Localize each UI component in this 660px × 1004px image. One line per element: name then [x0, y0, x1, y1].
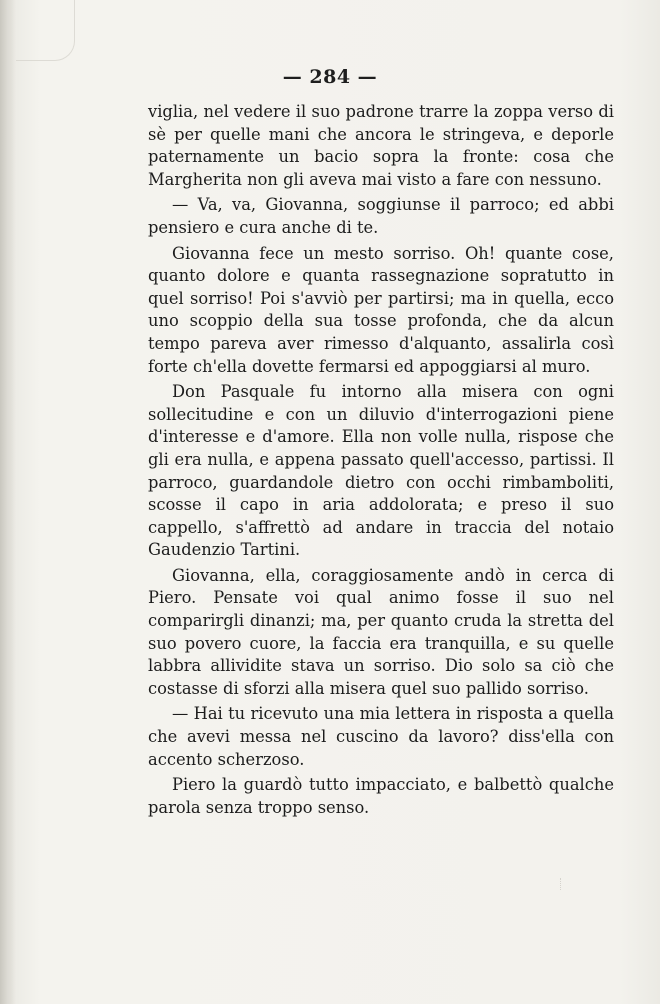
- paragraph-5: Giovanna, ella, coraggiosamente andò in cerca di Piero. Pensate voi qual animo fosse il suo nel comparirgli dinanzi; ma, per quanto cruda la stretta del suo povero cuore, la faccia era tranquilla, e su quelle labbra allividite stava un sorriso. Dio solo sa ciò che costasse di sforzi alla misera quel suo pallido sorriso.: [148, 565, 614, 698]
- page-binding-shadow: [0, 0, 16, 1004]
- paragraph-4: Don Pasquale fu intorno alla misera con ogni sollecitudine e con un diluvio d'interrogazioni piene d'interesse e d'amore. Ella non volle nulla, rispose che gli era nulla, e appena passato quell'accesso, partissi. Il parroco, guardandole dietro con occhi rimbamboliti, scosse il capo in aria addolorata; e preso il suo cappello, s'affrettò ad andare in traccia del notaio Gaudenzio Tartini.: [148, 382, 614, 560]
- print-speckle: [560, 878, 591, 890]
- page-number: — 284 —: [282, 66, 378, 88]
- paragraph-7: Piero la guardò tutto impacciato, e balbettò qualche parola senza troppo senso.: [148, 775, 614, 817]
- paragraph-2: — Va, va, Giovanna, soggiunse il parroco; ed abbi pensiero e cura anche di te.: [148, 195, 614, 237]
- body-text: [148, 101, 614, 822]
- page-corner-stain: [16, 0, 75, 61]
- paragraph-1: viglia, nel vedere il suo padrone trarre la zoppa verso di sè per quelle mani che ancora le stringeva, e deporle paternamente un bacio sopra la fronte: cosa che Margherita non gli aveva mai visto a fare con nessuno.: [148, 102, 614, 189]
- paragraph-6: — Hai tu ricevuto una mia lettera in risposta a quella che avevi messa nel cuscino da lavoro? diss'ella con accento scherzoso.: [148, 704, 614, 769]
- paragraph-3: Giovanna fece un mesto sorriso. Oh! quante cose, quanto dolore e quanta rassegnazione sopratutto in quel sorriso! Poi s'avviò per partirsi; ma in quella, ecco uno scoppio della sua tosse profonda, che da alcun tempo pareva aver rimesso d'alquanto, assalirla così forte ch'ella dovette fermarsi ed appoggiarsi al muro.: [148, 243, 614, 376]
